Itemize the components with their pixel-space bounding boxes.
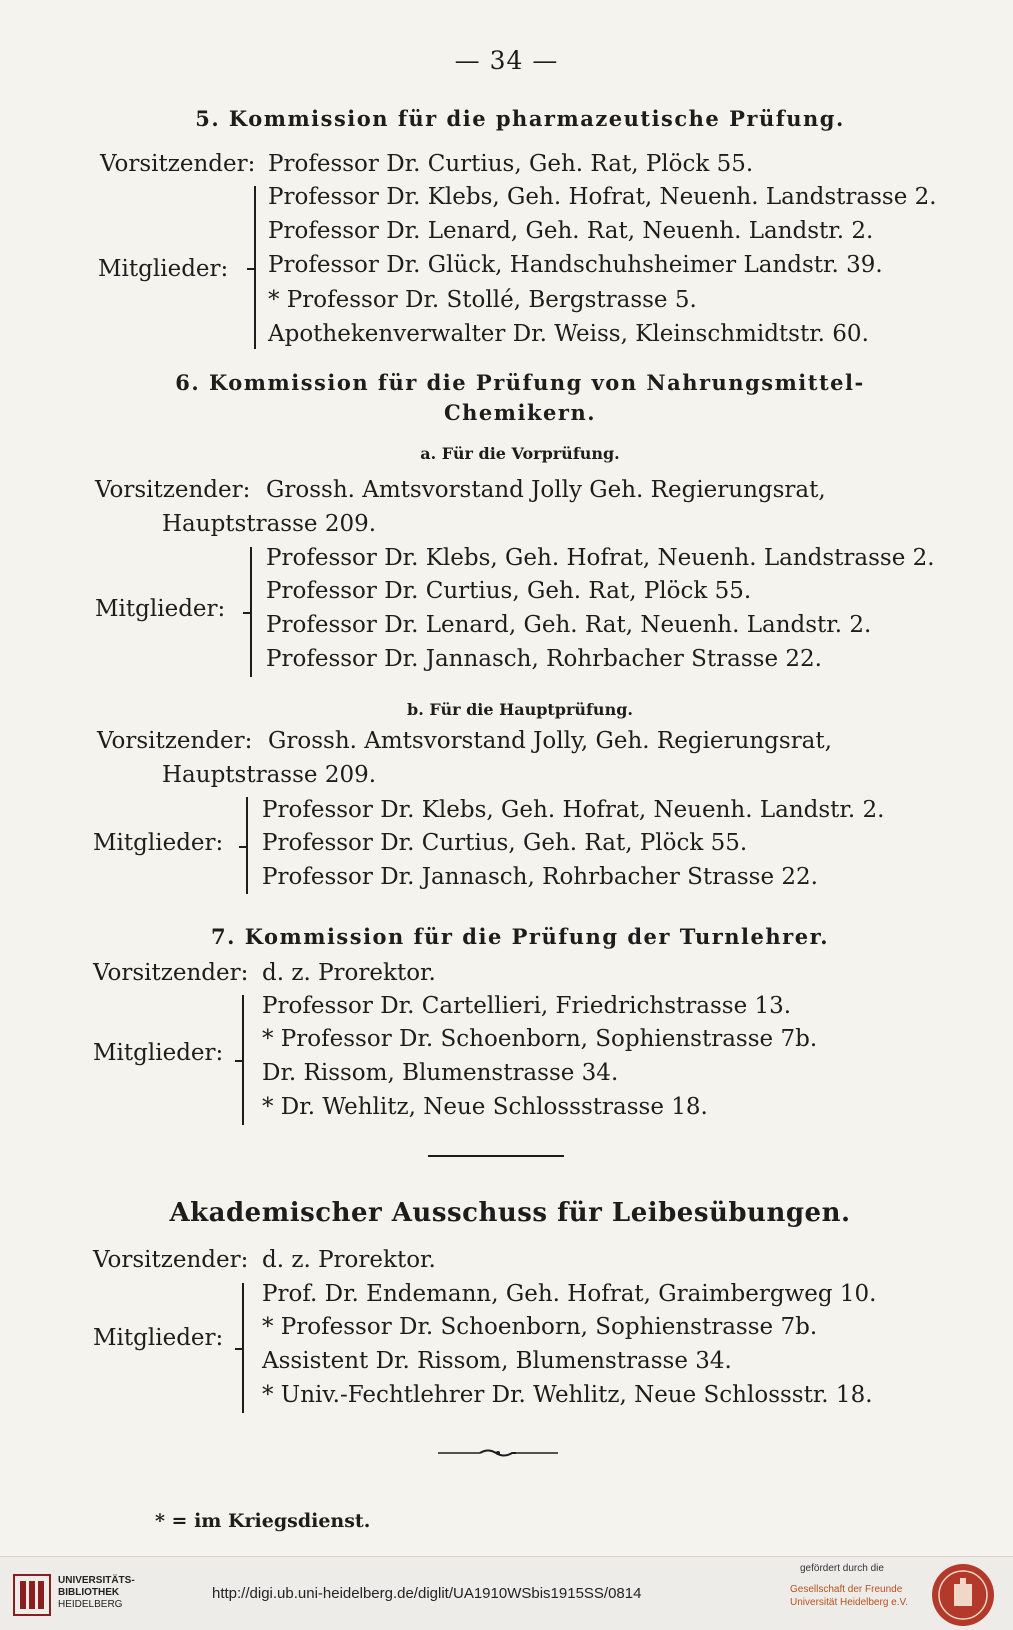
sec7-members-label: Mitglieder: [93, 1040, 224, 1066]
akad-member: Prof. Dr. Endemann, Geh. Hofrat, Graimbergweg 10. [262, 1281, 877, 1307]
sec6b-subheading: b. Für die Hauptprüfung. [407, 700, 633, 719]
page-number: — 34 — [454, 46, 559, 75]
sec6a-subheading: a. Für die Vorprüfung. [420, 444, 620, 463]
sec7-brace [242, 995, 244, 1125]
sec5-member: Professor Dr. Klebs, Geh. Hofrat, Neuenh. Landstrasse 2. [268, 184, 937, 210]
sec6a-member: Professor Dr. Lenard, Geh. Rat, Neuenh. Landstr. 2. [266, 612, 872, 638]
sec6a-brace [250, 547, 252, 677]
sec6a-member: Professor Dr. Klebs, Geh. Hofrat, Neuenh. Landstrasse 2. [266, 545, 935, 571]
sec6b-members-label: Mitglieder: [93, 830, 224, 856]
university-seal-icon [930, 1562, 996, 1628]
sec6b-member: Professor Dr. Jannasch, Rohrbacher Strasse 22. [262, 864, 818, 890]
sec5-member: * Professor Dr. Stollé, Bergstrasse 5. [268, 287, 697, 313]
sec5-member: Apothekenverwalter Dr. Weiss, Kleinschmidtstr. 60. [268, 321, 869, 347]
sec6b-chair-label: Vorsitzender: [97, 728, 253, 754]
sec6b-member: Professor Dr. Klebs, Geh. Hofrat, Neuenh. Landstr. 2. [262, 797, 885, 823]
akad-member: * Professor Dr. Schoenborn, Sophienstrasse 7b. [262, 1314, 818, 1340]
permalink-url[interactable]: http://digi.ub.uni-heidelberg.de/diglit/UA1910WSbis1915SS/0814 [212, 1585, 642, 1602]
section-7-heading: 7. Kommission für die Prüfung der Turnlehrer. [210, 924, 830, 949]
sec6a-members-label: Mitglieder: [95, 596, 226, 622]
library-logo-icon [12, 1573, 52, 1617]
sponsor-line: Gesellschaft der Freunde [790, 1584, 903, 1595]
sec7-member: * Dr. Wehlitz, Neue Schlossstrasse 18. [262, 1094, 708, 1120]
akad-members-label: Mitglieder: [93, 1325, 224, 1351]
akad-chair: d. z. Prorektor. [262, 1247, 436, 1273]
sec5-brace [254, 186, 256, 349]
sec6a-member: Professor Dr. Curtius, Geh. Rat, Plöck 55. [266, 578, 752, 604]
sponsor-label: gefördert durch die [800, 1563, 884, 1574]
sec6a-member: Professor Dr. Jannasch, Rohrbacher Strasse 22. [266, 646, 822, 672]
sec6a-chair: Grossh. Amtsvorstand Jolly Geh. Regierungsrat, [266, 477, 826, 503]
digitization-footer [0, 1556, 1013, 1630]
section-5-heading: 5. Kommission für die pharmazeutische Prüfung. [195, 106, 845, 131]
sec6b-brace [246, 797, 248, 894]
sec6a-chair-address: Hauptstrasse 209. [162, 511, 377, 537]
akad-brace [242, 1283, 244, 1413]
akad-chair-label: Vorsitzender: [93, 1247, 249, 1273]
library-name [58, 1575, 135, 1611]
sec7-chair: d. z. Prorektor. [262, 960, 436, 986]
akad-heading: Akademischer Ausschuss für Leibesübungen. [169, 1198, 851, 1228]
sec7-member: Professor Dr. Cartellieri, Friedrichstrasse 13. [262, 993, 792, 1019]
library-name-line: BIBLIOTHEK [58, 1587, 120, 1598]
section-6-heading-cont: Chemikern. [443, 400, 597, 425]
sec5-member: Professor Dr. Lenard, Geh. Rat, Neuenh. Landstr. 2. [268, 218, 874, 244]
sec5-chair-label: Vorsitzender: [100, 151, 256, 177]
sec7-member: Dr. Rissom, Blumenstrasse 34. [262, 1060, 619, 1086]
akad-member: * Univ.-Fechtlehrer Dr. Wehlitz, Neue Schlossstr. 18. [262, 1382, 873, 1408]
library-name-line: UNIVERSITÄTS- [58, 1575, 135, 1586]
sec6b-chair-address: Hauptstrasse 209. [162, 762, 377, 788]
section-divider [428, 1155, 564, 1157]
library-name-line: HEIDELBERG [58, 1599, 123, 1610]
sec7-chair-label: Vorsitzender: [93, 960, 249, 986]
sec7-member: * Professor Dr. Schoenborn, Sophienstrasse 7b. [262, 1026, 818, 1052]
sponsor-line: Universität Heidelberg e.V. [790, 1597, 909, 1608]
footnote: * = im Kriegsdienst. [155, 1510, 371, 1532]
akad-member: Assistent Dr. Rissom, Blumenstrasse 34. [262, 1348, 732, 1374]
sec6b-member: Professor Dr. Curtius, Geh. Rat, Plöck 55. [262, 830, 748, 856]
sec6a-chair-label: Vorsitzender: [95, 477, 251, 503]
sec5-member: Professor Dr. Glück, Handschuhsheimer Landstr. 39. [268, 252, 883, 278]
sec5-members-label: Mitglieder: [98, 256, 229, 282]
sponsor-name [790, 1583, 908, 1609]
sec6b-chair: Grossh. Amtsvorstand Jolly, Geh. Regierungsrat, [268, 728, 832, 754]
ornament-divider [438, 1448, 558, 1458]
section-6-heading: 6. Kommission für die Prüfung von Nahrungsmittel- [175, 370, 865, 395]
sec5-chair: Professor Dr. Curtius, Geh. Rat, Plöck 55. [268, 151, 754, 177]
